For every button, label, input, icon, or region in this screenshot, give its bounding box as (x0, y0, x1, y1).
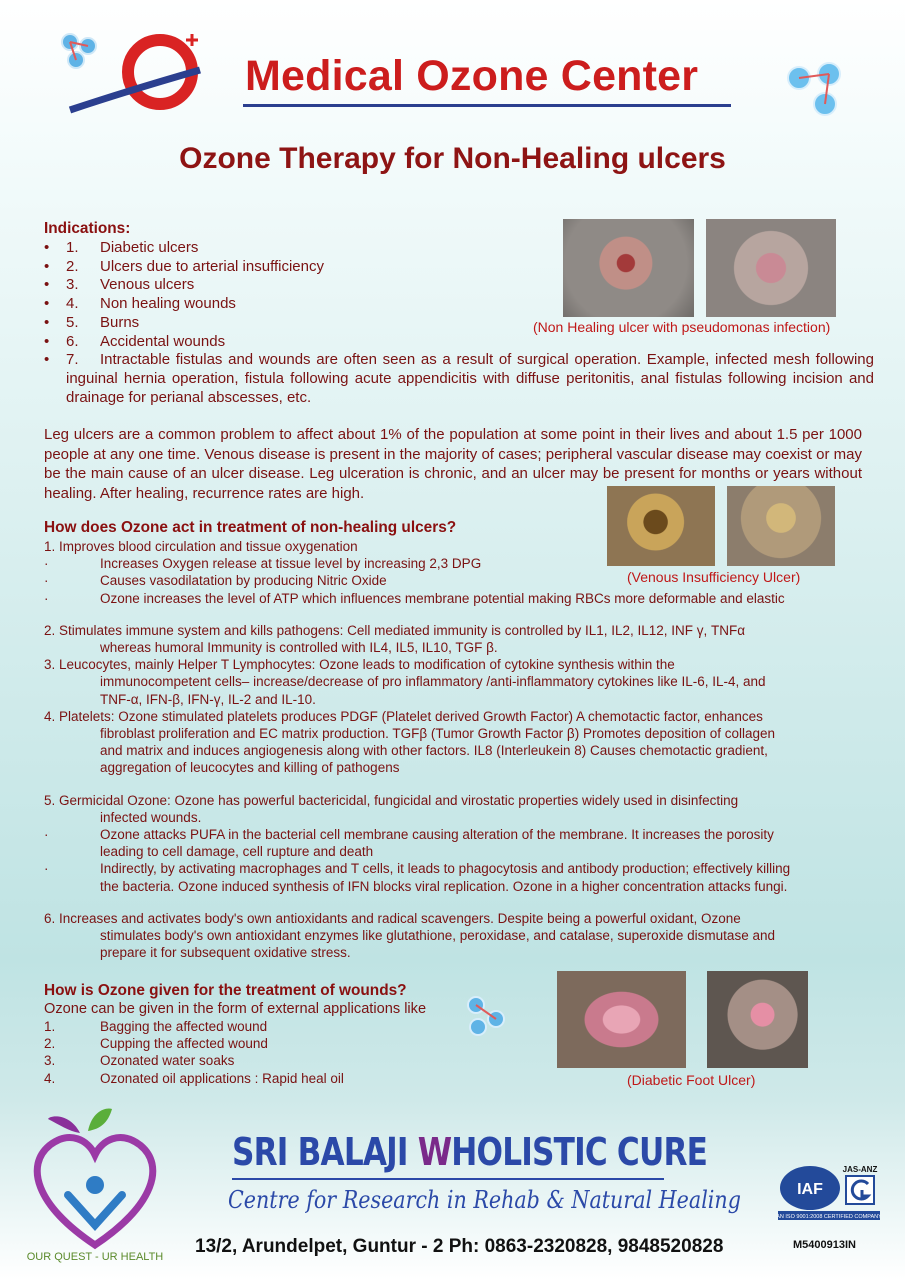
svg-text:IAF: IAF (797, 1181, 823, 1198)
list-item: 6. Increases and activates body's own antioxidants and radical scavengers. Despite being a powerful oxidant, Ozone (44, 910, 741, 926)
ulcer-photo-2 (706, 219, 836, 317)
spacer (44, 607, 874, 622)
list-item: 1. Improves blood circulation and tissue oxygenation (44, 539, 358, 554)
list-item: infected wounds. (100, 809, 202, 825)
list-item: • 4. Non healing wounds (44, 295, 874, 314)
ulcer-photo-1 (563, 219, 694, 317)
list-item: fibroblast proliferation and EC matrix production. TGFβ (Tumor Growth Factor β) Promotes deposition of collagen (100, 726, 776, 742)
list-item: aggregation of leucocytes and killing of pathogens (100, 760, 400, 776)
mechanism-section (44, 538, 874, 961)
page-subtitle: Ozone Therapy for Non-Healing ulcers (179, 142, 726, 175)
treatment-heading: How is Ozone given for the treatment of wounds? (44, 982, 407, 999)
list-item: 3. Ozonated water soaks (44, 1053, 235, 1069)
org-name: SRI BALAJI WHOLISTIC CURE (232, 1130, 708, 1174)
caption-pseudomonas: (Non Healing ulcer with pseudomonas infection) (533, 319, 831, 335)
mechanism-heading: How does Ozone act in treatment of non-healing ulcers? (44, 519, 457, 536)
treatment-intro: Ozone can be given in the form of external applications like (44, 1001, 427, 1017)
list-item: · Indirectly, by activating macrophages and T cells, it leads to phagocytosis and antibody production; effectively killing (44, 861, 791, 877)
heart-person-logo (20, 1105, 170, 1265)
svg-text:AN ISO 9001:2008 CERTIFIED COM: AN ISO 9001:2008 CERTIFIED COMPANY (778, 1214, 880, 1220)
spacer (44, 895, 874, 910)
list-item: 2. Stimulates immune system and kills pathogens: Cell mediated immunity is controlled by IL1, IL2, IL12, INF γ, TNFα (44, 622, 746, 638)
list-item: • 5. Burns (44, 314, 874, 333)
org-tagline: Centre for Research in Rehab & Natural Healing (228, 1186, 741, 1214)
iaf-logo (778, 1162, 880, 1222)
list-item: leading to cell damage, cell rupture and death (100, 844, 374, 860)
org-address: 13/2, Arundelpet, Guntur - 2 Ph: 0863-2320828, 9848520828 (195, 1236, 724, 1257)
list-item: · Ozone attacks PUFA in the bacterial cell membrane causing alteration of the membrane. It increases the porosity (44, 827, 774, 843)
list-item: 4. Ozonated oil applications : Rapid heal oil (44, 1070, 344, 1086)
list-item: immunocompetent cells– increase/decrease of pro inflammatory /anti-inflammatory cytokines like IL-6, IL-4, and (100, 674, 766, 690)
list-item: TNF-α, IFN-β, IFN-γ, IL-2 and IL-10. (100, 691, 316, 707)
list-item: 3. Leucocytes, mainly Helper T Lymphocytes: Ozone leads to modification of cytokine synthesis within the (44, 657, 675, 673)
caption-venous: (Venous Insufficiency Ulcer) (627, 569, 801, 585)
list-item: 1. Bagging the affected wound (44, 1019, 268, 1034)
list-item: 2. Cupping the affected wound (44, 1036, 268, 1052)
indications-heading: Indications: (44, 220, 131, 237)
mechanism-list (44, 538, 874, 961)
treatment-list (44, 1018, 444, 1087)
org-underline (232, 1178, 664, 1180)
list-item: prepare it for subsequent oxidative stress. (100, 945, 351, 961)
list-item: stimulates body's own antioxidant enzymes like glutathione, peroxidase, and catalase, superoxide dismutase and (100, 928, 775, 944)
list-item: • 7. Intractable fistulas and wounds are often seen as a result of surgical operation. Example, infected mesh following inguinal hernia operation, fistula following acute appendicitis with diffuse peritonitis, anal fistulas following incision and drainage for perianal abscesses, etc. (44, 351, 874, 407)
list-item: 4. Platelets: Ozone stimulated platelets produces PDGF (Platelet derived Growth Factor) A chemotactic factor, enhances (44, 708, 763, 724)
intro-paragraph: Leg ulcers are a common problem to affect about 1% of the population at some point in their lives and about 1.5 per 1000 people at any one time. Venous disease is present in the majority of cases; peripheral vascular disease may coexist or may be the main cause of an ulcer disease. Leg ulceration is chronic, and an ulcer may be present for months or years without healing. After healing, recurrence rates are high. (44, 426, 862, 502)
molecule-icon (785, 60, 845, 120)
list-item: whereas humoral Immunity is controlled with IL4, IL5, IL10, TGF β. (100, 640, 498, 656)
list-item: · Increases Oxygen release at tissue level by increasing 2,3 DPG (44, 556, 482, 572)
list-item: and matrix and induces angiogenesis along with other factors. IL8 (Interleukein 8) Causes chemotactic gradient, (100, 743, 768, 759)
svg-text:OUR QUEST - UR HEALTH: OUR QUEST - UR HEALTH (26, 1251, 164, 1263)
list-item: • 6. Accidental wounds (44, 333, 874, 352)
medical-ozone-logo (60, 30, 210, 115)
svg-text:JAS-ANZ: JAS-ANZ (842, 1165, 878, 1174)
cert-code: M5400913IN (793, 1239, 856, 1251)
list-item: · Ozone increases the level of ATP which influences membrane potential making RBCs more deformable and elastic (44, 590, 785, 606)
list-item: • 3. Venous ulcers (44, 276, 874, 295)
certification-badge (778, 1162, 880, 1222)
list-item: the bacteria. Ozone induced synthesis of IFN blocks viral replication. Ozone in a higher concentration attacks fungi. (100, 878, 788, 894)
molecule-icon (62, 34, 96, 68)
molecule-icon (466, 995, 514, 1037)
page-title: Medical Ozone Center (245, 52, 699, 100)
diabetic-photo-2 (707, 971, 808, 1068)
list-item: 5. Germicidal Ozone: Ozone has powerful bactericidal, fungicidal and virostatic properties widely used in disinfecting (44, 792, 739, 808)
caption-diabetic: (Diabetic Foot Ulcer) (627, 1072, 756, 1088)
title-underline (243, 104, 731, 107)
list-item: • 2. Ulcers due to arterial insufficiency (44, 258, 874, 277)
list-item: · Causes vasodilatation by producing Nitric Oxide (44, 573, 387, 589)
diabetic-photo-1 (557, 971, 686, 1068)
spacer (44, 777, 874, 792)
list-item: • 1. Diabetic ulcers (44, 239, 874, 258)
